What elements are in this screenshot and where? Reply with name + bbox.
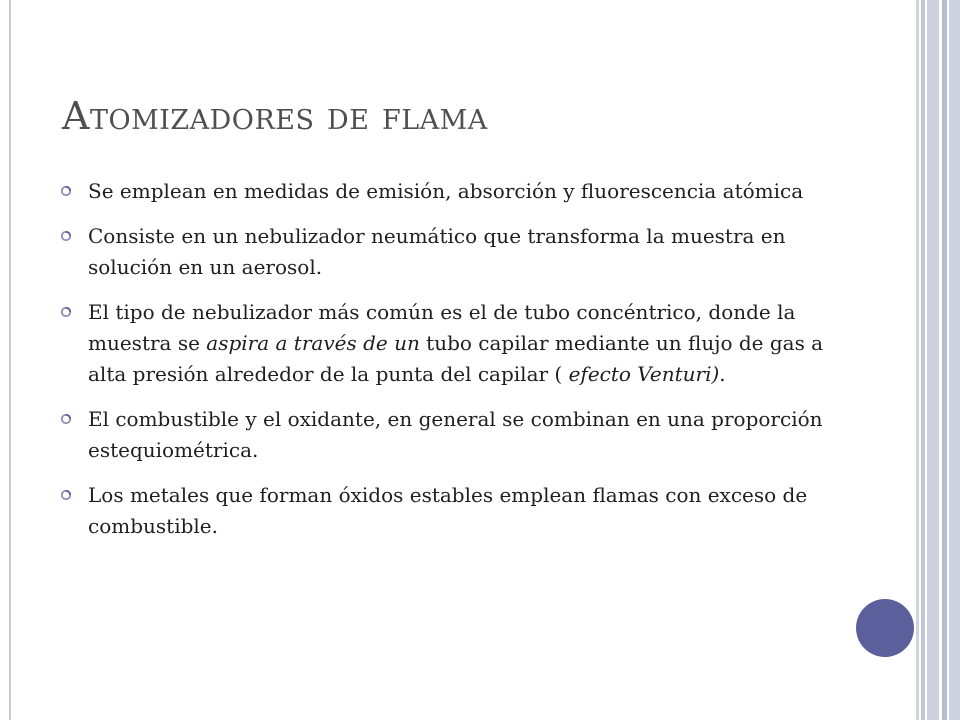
text-segment: El tipo de nebulizador más común es el de tubo concéntrico, donde la muestra se bbox=[88, 300, 796, 355]
bullet-list bbox=[60, 176, 840, 556]
ring-bullet-icon bbox=[60, 230, 72, 242]
stripe bbox=[949, 0, 960, 720]
bullet-text: Los metales que forman óxidos estables emplean flamas con exceso de combustible. bbox=[88, 483, 808, 538]
ring-bullet-icon bbox=[60, 185, 72, 197]
bullet-text: Consiste en un nebulizador neumático que transforma la muestra en solución en un aerosol. bbox=[88, 224, 786, 279]
left-border-rule bbox=[9, 0, 11, 720]
list-item bbox=[60, 176, 840, 207]
slide-title: Atomizadores de flama bbox=[62, 94, 488, 138]
right-decorative-stripes bbox=[916, 0, 960, 720]
decorative-circle bbox=[856, 599, 914, 657]
list-item bbox=[60, 221, 840, 283]
bullet-text: El combustible y el oxidante, en general se combinan en una proporción estequiométrica. bbox=[88, 407, 823, 462]
ring-bullet-icon bbox=[60, 306, 72, 318]
text-segment: tubo capilar mediante un flujo de gas a alta presión alrededor de la punta del capilar ( bbox=[88, 331, 824, 386]
bullet-text: Se emplean en medidas de emisión, absorción y fluorescencia atómica bbox=[88, 179, 804, 203]
list-item bbox=[60, 480, 840, 542]
ring-bullet-icon bbox=[60, 489, 72, 501]
bullet-text bbox=[88, 297, 840, 390]
italic-segment: efecto Venturi). bbox=[568, 362, 726, 386]
italic-segment: aspira a través de un bbox=[206, 331, 420, 355]
ring-bullet-icon bbox=[60, 413, 72, 425]
list-item bbox=[60, 297, 840, 390]
list-item bbox=[60, 404, 840, 466]
stripe bbox=[927, 0, 939, 720]
